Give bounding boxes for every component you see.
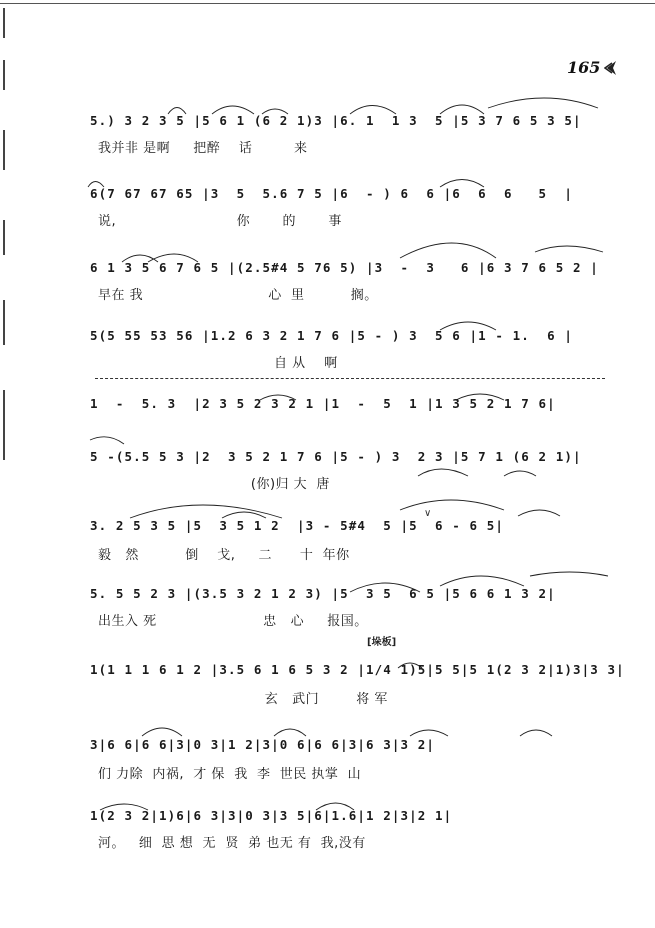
- lyric-line-7: 毅 然 倒 戈, 二 十 年你: [98, 548, 350, 563]
- section-tag: [垛板]: [367, 637, 397, 648]
- lyric-line-10: 们 力除 内祸, 才 保 我 李 世民 执掌 山: [98, 767, 362, 782]
- notation-line-3: 6 1 3 5 6 7 6 5 |(2.5#4 5 76 5) |3 - 3 6 |6 3 7 6 5 2 |: [90, 260, 599, 275]
- breath-mark: ∨: [424, 508, 432, 519]
- notation-line-11: 1(2 3 2|1)6|6 3|3|0 3|3 5|6|1.6|1 2|3|2 1|: [90, 808, 453, 823]
- section-divider: [95, 378, 605, 379]
- notation-line-5: 1 - 5. 3 |2 3 5 2 3 2 1 |1 - 5 1 |1 3 5 2 1 7 6|: [90, 396, 556, 411]
- notation-line-9: 1(1 1 1 6 1 2 |3.5 6 1 6 5 3 2 |1/4 1)5|5 5|5 1(2 3 2|1)3|3 3|: [90, 662, 625, 677]
- lyric-line-2: 说, 你 的 事: [98, 214, 342, 229]
- page-number: 165: [567, 58, 601, 77]
- lyric-line-8: 出生入 死 忠 心 报国。: [98, 614, 368, 629]
- notation-line-1: 5.) 3 2 3 5 |5 6 1 (6 2 1)3 |6. 1 1 3 5 |5 3 7 6 5 3 5|: [90, 113, 582, 128]
- lyric-line-4: 自 从 啊: [98, 356, 338, 371]
- notation-line-10: 3|6 6|6 6|3|0 3|1 2|3|0 6|6 6|3|6 3|3 2|: [90, 737, 436, 752]
- notation-line-4: 5(5 55 53 56 |1.2 6 3 2 1 7 6 |5 - ) 3 5 6 |1 - 1. 6 |: [90, 328, 574, 343]
- lyric-line-9: 玄 武门 将 军: [98, 692, 388, 707]
- notation-line-6: 5 -(5.5 5 3 |2 3 5 2 1 7 6 |5 - ) 3 2 3 |5 7 1 (6 2 1)|: [90, 449, 582, 464]
- lyric-line-3: 早在 我 心 里 搁。: [98, 288, 378, 303]
- notation-line-8: 5. 5 5 2 3 |(3.5 3 2 1 2 3) |5 3 5 6 5 |5 6 6 1 3 2|: [90, 586, 556, 601]
- lyric-line-6: (你)归 大 唐: [98, 477, 330, 492]
- lyric-line-11: 河。 细 思 想 无 贤 弟 也无 有 我,没有: [98, 836, 366, 851]
- notation-line-2: 6(7 67 67 65 |3 5 5.6 7 5 |6 - ) 6 6 |6 6 6 5 |: [90, 186, 574, 201]
- notation-line-7: 3. 2 5 3 5 |5 3 5 1 2 |3 - 5#4 5 |5 6 - 6 5|: [90, 518, 505, 533]
- lyric-line-1: 我并非 是啊 把醉 话 来: [98, 141, 308, 156]
